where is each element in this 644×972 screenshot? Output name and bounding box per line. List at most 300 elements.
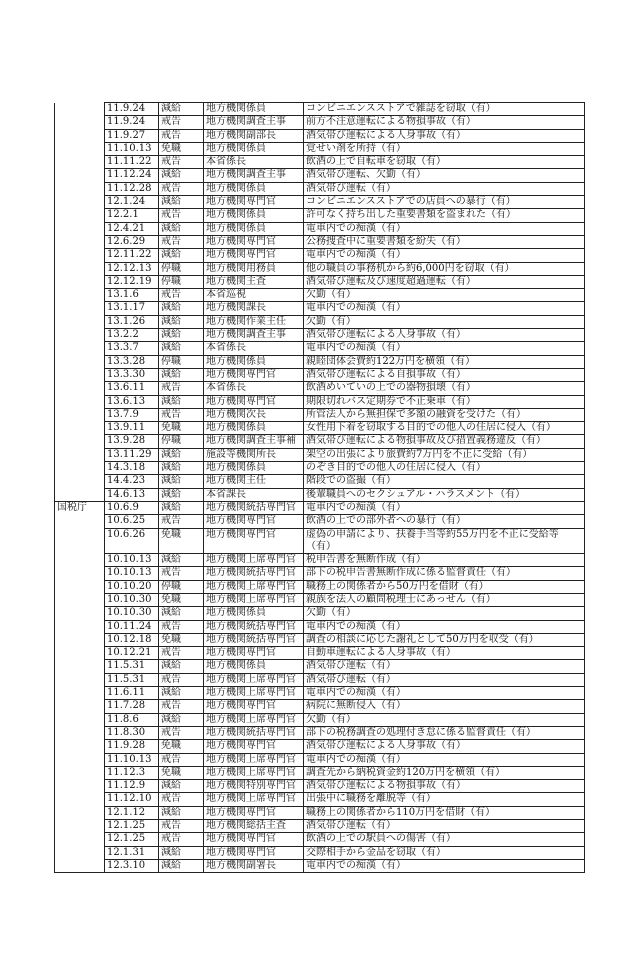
action-cell: 停職 xyxy=(159,435,204,448)
reason-cell: 調査の相談に応じた謝礼として50万円を収受（有） xyxy=(304,633,585,646)
action-cell: 免職 xyxy=(159,766,204,779)
organization-cell xyxy=(55,116,105,129)
table-row xyxy=(55,475,585,488)
organization-cell xyxy=(55,169,105,182)
position-cell: 地方機関係員 xyxy=(204,222,304,235)
position-cell: 施設等機関所長 xyxy=(204,448,304,461)
organization-cell xyxy=(55,342,105,355)
table-row xyxy=(55,329,585,342)
action-cell: 免職 xyxy=(159,593,204,606)
disciplinary-action-table xyxy=(54,102,584,873)
table-row xyxy=(55,275,585,288)
date-cell: 11.10.13 xyxy=(105,142,159,155)
date-cell: 11.8.30 xyxy=(105,726,159,739)
position-cell: 地方機関上席専門官 xyxy=(204,766,304,779)
organization-cell xyxy=(55,726,105,739)
table-row xyxy=(55,687,585,700)
organization-cell xyxy=(55,820,105,833)
action-cell: 免職 xyxy=(159,633,204,646)
date-cell: 11.8.6 xyxy=(105,713,159,726)
reason-cell: 酒気帯び運転、欠勤（有） xyxy=(304,169,585,182)
action-cell: 戒告 xyxy=(159,289,204,302)
organization-cell xyxy=(55,580,105,593)
action-cell: 戒告 xyxy=(159,515,204,528)
date-cell: 10.11.24 xyxy=(105,620,159,633)
organization-cell xyxy=(55,408,105,421)
reason-cell: 欠勤（有） xyxy=(304,315,585,328)
action-cell: 減給 xyxy=(159,448,204,461)
organization-cell xyxy=(55,275,105,288)
reason-cell: 電車内での痴漢（有） xyxy=(304,302,585,315)
table-row xyxy=(55,515,585,528)
action-cell: 戒告 xyxy=(159,116,204,129)
reason-cell: 税申告書を無断作成（有） xyxy=(304,554,585,567)
organization-cell xyxy=(55,528,105,554)
organization-cell xyxy=(55,687,105,700)
date-cell: 14.6.13 xyxy=(105,488,159,501)
reason-cell: 虚偽の申請により、扶養手当等約55万円を不正に受給等（有） xyxy=(304,528,585,554)
table-row xyxy=(55,806,585,819)
date-cell: 11.9.24 xyxy=(105,116,159,129)
date-cell: 11.9.24 xyxy=(105,103,159,116)
reason-cell: 酒気帯び運転（有） xyxy=(304,182,585,195)
table-row xyxy=(55,607,585,620)
date-cell: 11.9.27 xyxy=(105,129,159,142)
position-cell: 地方機関調査主事補 xyxy=(204,435,304,448)
position-cell: 地方機関係員 xyxy=(204,103,304,116)
organization-cell xyxy=(55,753,105,766)
table-row xyxy=(55,620,585,633)
reason-cell: 酒気帯び運転（有） xyxy=(304,673,585,686)
position-cell: 地方機関上席専門官 xyxy=(204,580,304,593)
table-row xyxy=(55,302,585,315)
organization-cell xyxy=(55,129,105,142)
action-cell: 戒告 xyxy=(159,700,204,713)
reason-cell: 交際相手から金品を窃取（有） xyxy=(304,846,585,859)
reason-cell: 所管法人から無担保で多額の融資を受けた（有） xyxy=(304,408,585,421)
action-cell: 減給 xyxy=(159,169,204,182)
table-row xyxy=(55,368,585,381)
reason-cell: 欠勤（有） xyxy=(304,289,585,302)
position-cell: 地方機関専門官 xyxy=(204,395,304,408)
action-cell: 停職 xyxy=(159,355,204,368)
action-cell: 減給 xyxy=(159,806,204,819)
table-row xyxy=(55,633,585,646)
action-cell: 戒告 xyxy=(159,753,204,766)
table-row xyxy=(55,660,585,673)
date-cell: 10.6.26 xyxy=(105,528,159,554)
organization-cell xyxy=(55,435,105,448)
date-cell: 11.5.31 xyxy=(105,673,159,686)
date-cell: 11.12.28 xyxy=(105,182,159,195)
date-cell: 14.3.18 xyxy=(105,462,159,475)
organization-cell xyxy=(55,766,105,779)
organization-cell xyxy=(55,289,105,302)
date-cell: 13.11.29 xyxy=(105,448,159,461)
reason-cell: 職務上の関係者から50万円を借財（有） xyxy=(304,580,585,593)
date-cell: 10.6.9 xyxy=(105,501,159,514)
date-cell: 13.7.9 xyxy=(105,408,159,421)
date-cell: 10.10.30 xyxy=(105,607,159,620)
table-row xyxy=(55,793,585,806)
reason-cell: 調査先から納税資金約120万円を横領（有） xyxy=(304,766,585,779)
table-row xyxy=(55,647,585,660)
action-cell: 戒告 xyxy=(159,235,204,248)
position-cell: 地方機関専門官 xyxy=(204,833,304,846)
date-cell: 13.6.13 xyxy=(105,395,159,408)
reason-cell: 部下の税務調査の処理付き怠に係る監督責任（有） xyxy=(304,726,585,739)
position-cell: 地方機関副部長 xyxy=(204,129,304,142)
position-cell: 地方機関上席専門官 xyxy=(204,753,304,766)
organization-cell xyxy=(55,660,105,673)
organization-cell xyxy=(55,103,105,116)
table-row xyxy=(55,182,585,195)
reason-cell: 公務捜査中に重要書類を紛失（有） xyxy=(304,235,585,248)
position-cell: 地方機関上席専門官 xyxy=(204,713,304,726)
action-cell: 戒告 xyxy=(159,620,204,633)
organization-cell xyxy=(55,713,105,726)
table-row xyxy=(55,740,585,753)
position-cell: 地方機関係員 xyxy=(204,142,304,155)
table-row xyxy=(55,355,585,368)
date-cell: 10.6.25 xyxy=(105,515,159,528)
action-cell: 減給 xyxy=(159,342,204,355)
action-cell: 減給 xyxy=(159,475,204,488)
reason-cell: 酒気帯び運転による物損事故及び措置義務違反（有） xyxy=(304,435,585,448)
date-cell: 12.4.21 xyxy=(105,222,159,235)
organization-cell xyxy=(55,196,105,209)
date-cell: 12.2.1 xyxy=(105,209,159,222)
action-cell: 戒告 xyxy=(159,156,204,169)
action-cell: 減給 xyxy=(159,302,204,315)
action-cell: 免職 xyxy=(159,528,204,554)
date-cell: 11.10.13 xyxy=(105,753,159,766)
position-cell: 地方機関統括専門官 xyxy=(204,501,304,514)
position-cell: 地方機関専門官 xyxy=(204,528,304,554)
date-cell: 12.1.12 xyxy=(105,806,159,819)
reason-cell: のぞき目的での他人の住居に侵入（有） xyxy=(304,462,585,475)
action-cell: 減給 xyxy=(159,196,204,209)
organization-cell xyxy=(55,142,105,155)
organization-cell xyxy=(55,859,105,872)
position-cell: 本省係長 xyxy=(204,382,304,395)
table-row xyxy=(55,528,585,554)
organization-cell xyxy=(55,620,105,633)
action-cell: 戒告 xyxy=(159,408,204,421)
organization-cell xyxy=(55,475,105,488)
action-cell: 減給 xyxy=(159,713,204,726)
position-cell: 地方機関専門官 xyxy=(204,235,304,248)
reason-cell: 酒気帯び運転による人身事故（有） xyxy=(304,329,585,342)
organization-cell: 国税庁 xyxy=(55,501,105,514)
organization-cell xyxy=(55,209,105,222)
table-row xyxy=(55,501,585,514)
position-cell: 地方機関上席専門官 xyxy=(204,593,304,606)
reason-cell: 職務上の関係者から110万円を借財（有） xyxy=(304,806,585,819)
position-cell: 地方機関課長 xyxy=(204,302,304,315)
table-row xyxy=(55,249,585,262)
organization-cell xyxy=(55,846,105,859)
table-row xyxy=(55,448,585,461)
position-cell: 地方機関専門官 xyxy=(204,515,304,528)
position-cell: 地方機関係員 xyxy=(204,182,304,195)
organization-cell xyxy=(55,235,105,248)
table-row xyxy=(55,673,585,686)
reason-cell: 欠勤（有） xyxy=(304,713,585,726)
action-cell: 減給 xyxy=(159,315,204,328)
organization-cell xyxy=(55,806,105,819)
table-row xyxy=(55,262,585,275)
reason-cell: 飲酒の上で自転車を窃取（有） xyxy=(304,156,585,169)
reason-cell: 期限切れバス定期券で不正乗車（有） xyxy=(304,395,585,408)
organization-cell xyxy=(55,488,105,501)
action-cell: 減給 xyxy=(159,660,204,673)
position-cell: 地方機関調査主事 xyxy=(204,116,304,129)
position-cell: 地方機関専門官 xyxy=(204,846,304,859)
organization-cell xyxy=(55,448,105,461)
action-cell: 戒告 xyxy=(159,382,204,395)
table-body xyxy=(55,103,585,873)
organization-cell xyxy=(55,462,105,475)
reason-cell: 酒気帯び運転による物損事故（有） xyxy=(304,780,585,793)
position-cell: 地方機関次長 xyxy=(204,408,304,421)
table-row xyxy=(55,567,585,580)
organization-cell xyxy=(55,315,105,328)
table-row xyxy=(55,408,585,421)
position-cell: 地方機関統括専門官 xyxy=(204,726,304,739)
reason-cell: 酒気帯び運転による人身事故（有） xyxy=(304,740,585,753)
reason-cell: 架空の出張により旅費約7万円を不正に受給（有） xyxy=(304,448,585,461)
organization-cell xyxy=(55,793,105,806)
date-cell: 11.12.3 xyxy=(105,766,159,779)
action-cell: 停職 xyxy=(159,580,204,593)
table-row xyxy=(55,593,585,606)
action-cell: 停職 xyxy=(159,275,204,288)
table-row xyxy=(55,700,585,713)
organization-cell xyxy=(55,607,105,620)
date-cell: 11.11.22 xyxy=(105,156,159,169)
reason-cell: 前方不注意運転による物損事故（有） xyxy=(304,116,585,129)
date-cell: 11.12.9 xyxy=(105,780,159,793)
action-cell: 減給 xyxy=(159,554,204,567)
position-cell: 本省課長 xyxy=(204,488,304,501)
action-cell: 減給 xyxy=(159,687,204,700)
table-row xyxy=(55,580,585,593)
action-cell: 減給 xyxy=(159,501,204,514)
date-cell: 12.1.24 xyxy=(105,196,159,209)
reason-cell: 酒気帯び運転（有） xyxy=(304,660,585,673)
position-cell: 地方機関上席専門官 xyxy=(204,673,304,686)
organization-cell xyxy=(55,422,105,435)
position-cell: 地方機関上席専門官 xyxy=(204,554,304,567)
position-cell: 地方機関係員 xyxy=(204,660,304,673)
table-row xyxy=(55,820,585,833)
date-cell: 11.7.28 xyxy=(105,700,159,713)
reason-cell: 電車内での痴漢（有） xyxy=(304,859,585,872)
position-cell: 地方機関統括専門官 xyxy=(204,620,304,633)
reason-cell: 女性用下着を窃取する目的での他人の住居に侵入（有） xyxy=(304,422,585,435)
organization-cell xyxy=(55,355,105,368)
action-cell: 減給 xyxy=(159,859,204,872)
organization-cell xyxy=(55,740,105,753)
organization-cell xyxy=(55,633,105,646)
action-cell: 減給 xyxy=(159,368,204,381)
position-cell: 地方機関専門官 xyxy=(204,368,304,381)
reason-cell: コンビニエンスストアで雑誌を窃取（有） xyxy=(304,103,585,116)
reason-cell: 欠勤（有） xyxy=(304,607,585,620)
position-cell: 地方機関専門官 xyxy=(204,700,304,713)
organization-cell xyxy=(55,249,105,262)
position-cell: 地方機関調査主事 xyxy=(204,169,304,182)
table-row xyxy=(55,129,585,142)
action-cell: 戒告 xyxy=(159,567,204,580)
organization-cell xyxy=(55,262,105,275)
action-cell: 免職 xyxy=(159,422,204,435)
organization-cell xyxy=(55,593,105,606)
reason-cell: 親族を法人の顧問税理士にあっせん（有） xyxy=(304,593,585,606)
organization-cell xyxy=(55,700,105,713)
organization-cell xyxy=(55,222,105,235)
table-row xyxy=(55,435,585,448)
position-cell: 地方機関上席専門官 xyxy=(204,793,304,806)
table-row xyxy=(55,196,585,209)
action-cell: 免職 xyxy=(159,740,204,753)
position-cell: 地方機関統括専門官 xyxy=(204,633,304,646)
organization-cell xyxy=(55,329,105,342)
table-row xyxy=(55,488,585,501)
position-cell: 地方機関副署長 xyxy=(204,859,304,872)
reason-cell: 飲酒の上での部外者への暴行（有） xyxy=(304,515,585,528)
date-cell: 13.1.17 xyxy=(105,302,159,315)
date-cell: 13.2.2 xyxy=(105,329,159,342)
action-cell: 減給 xyxy=(159,462,204,475)
table-row xyxy=(55,222,585,235)
date-cell: 14.4.23 xyxy=(105,475,159,488)
organization-cell xyxy=(55,182,105,195)
position-cell: 地方機関専門官 xyxy=(204,196,304,209)
position-cell: 地方機関専門官 xyxy=(204,647,304,660)
action-cell: 戒告 xyxy=(159,182,204,195)
position-cell: 地方機関係員 xyxy=(204,355,304,368)
position-cell: 本省巡視 xyxy=(204,289,304,302)
date-cell: 10.10.20 xyxy=(105,580,159,593)
date-cell: 10.10.13 xyxy=(105,554,159,567)
date-cell: 10.10.30 xyxy=(105,593,159,606)
table-row xyxy=(55,726,585,739)
action-cell: 減給 xyxy=(159,395,204,408)
organization-cell xyxy=(55,567,105,580)
action-cell: 減給 xyxy=(159,846,204,859)
reason-cell: 部下の税申告書無断作成に係る監督責任（有） xyxy=(304,567,585,580)
organization-cell xyxy=(55,368,105,381)
table-row xyxy=(55,780,585,793)
position-cell: 本省係長 xyxy=(204,156,304,169)
organization-cell xyxy=(55,554,105,567)
table-row xyxy=(55,753,585,766)
reason-cell: 飲酒の上での駅員への傷害（有） xyxy=(304,833,585,846)
table-row xyxy=(55,833,585,846)
date-cell: 11.12.10 xyxy=(105,793,159,806)
position-cell: 本省係長 xyxy=(204,342,304,355)
reason-cell: 覚せい剤を所持（有） xyxy=(304,142,585,155)
table-row xyxy=(55,103,585,116)
reason-cell: 病院に無断侵入（有） xyxy=(304,700,585,713)
reason-cell: 電車内での痴漢（有） xyxy=(304,753,585,766)
reason-cell: 電車内での痴漢（有） xyxy=(304,687,585,700)
action-cell: 減給 xyxy=(159,780,204,793)
reason-cell: 電車内での痴漢（有） xyxy=(304,620,585,633)
position-cell: 地方機関専門官 xyxy=(204,740,304,753)
action-cell: 戒告 xyxy=(159,833,204,846)
action-cell: 減給 xyxy=(159,222,204,235)
reason-cell: 電車内での痴漢（有） xyxy=(304,222,585,235)
date-cell: 12.3.10 xyxy=(105,859,159,872)
position-cell: 地方機関特別専門官 xyxy=(204,780,304,793)
table-row xyxy=(55,169,585,182)
action-cell: 免職 xyxy=(159,142,204,155)
organization-cell xyxy=(55,780,105,793)
action-cell: 戒告 xyxy=(159,647,204,660)
action-cell: 戒告 xyxy=(159,673,204,686)
position-cell: 地方機関専門官 xyxy=(204,806,304,819)
table-row xyxy=(55,142,585,155)
position-cell: 地方機関用務員 xyxy=(204,262,304,275)
table-row xyxy=(55,315,585,328)
action-cell: 戒告 xyxy=(159,129,204,142)
table-row xyxy=(55,462,585,475)
date-cell: 12.1.25 xyxy=(105,820,159,833)
reason-cell: 酒気帯び運転による人身事故（有） xyxy=(304,129,585,142)
reason-cell: 電車内での痴漢（有） xyxy=(304,249,585,262)
reason-cell: 酒気帯び運転（有） xyxy=(304,820,585,833)
organization-cell xyxy=(55,515,105,528)
action-cell: 戒告 xyxy=(159,726,204,739)
table-row xyxy=(55,846,585,859)
reason-cell: 階段での盗撮（有） xyxy=(304,475,585,488)
reason-cell: コンビニエンスストアでの店員への暴行（有） xyxy=(304,196,585,209)
date-cell: 12.11.22 xyxy=(105,249,159,262)
action-cell: 減給 xyxy=(159,488,204,501)
action-cell: 減給 xyxy=(159,249,204,262)
table-row xyxy=(55,713,585,726)
organization-cell xyxy=(55,156,105,169)
reason-cell: 出張中に職務を離脱等（有） xyxy=(304,793,585,806)
position-cell: 地方機関調査主事 xyxy=(204,329,304,342)
table-row xyxy=(55,342,585,355)
action-cell: 停職 xyxy=(159,262,204,275)
table-row xyxy=(55,554,585,567)
reason-cell: 飲酒めいていの上での器物損壊（有） xyxy=(304,382,585,395)
date-cell: 13.3.7 xyxy=(105,342,159,355)
reason-cell: 電車内での痴漢（有） xyxy=(304,501,585,514)
date-cell: 10.12.21 xyxy=(105,647,159,660)
table-row xyxy=(55,156,585,169)
position-cell: 地方機関係員 xyxy=(204,209,304,222)
table-row xyxy=(55,289,585,302)
table-row xyxy=(55,859,585,872)
organization-cell xyxy=(55,395,105,408)
date-cell: 12.6.29 xyxy=(105,235,159,248)
table-row xyxy=(55,422,585,435)
action-cell: 減給 xyxy=(159,103,204,116)
table-row xyxy=(55,116,585,129)
date-cell: 12.12.19 xyxy=(105,275,159,288)
date-cell: 11.9.28 xyxy=(105,740,159,753)
organization-cell xyxy=(55,647,105,660)
position-cell: 地方機関作業主任 xyxy=(204,315,304,328)
action-cell: 減給 xyxy=(159,607,204,620)
date-cell: 13.9.11 xyxy=(105,422,159,435)
